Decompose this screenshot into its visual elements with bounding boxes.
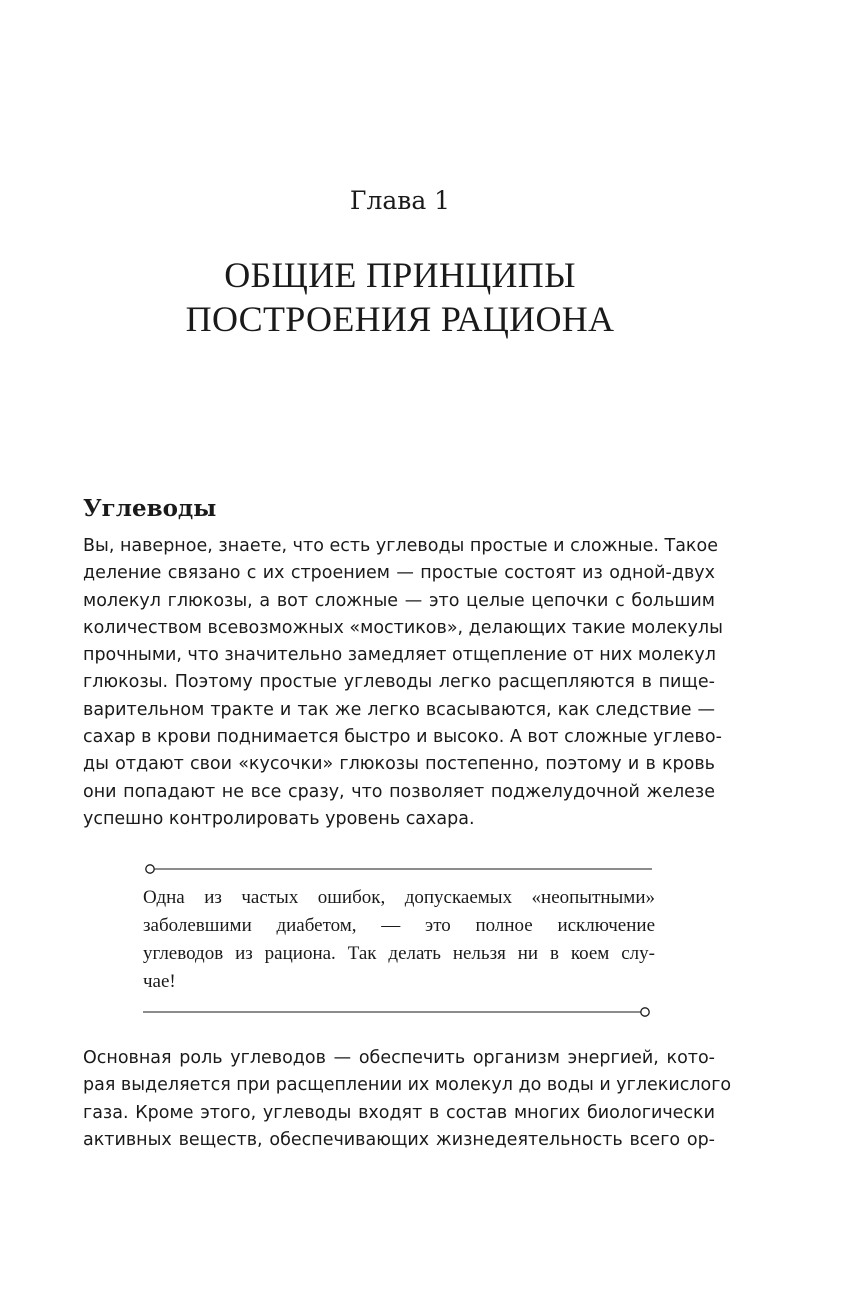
note-line: Одна из частых ошибок, допускаемых «неопытными» [143, 887, 655, 908]
note-line: углеводов из рациона. Так делать нельзя ни в коем слу- [143, 943, 655, 964]
text-line: количеством всевозможных «мостиков», делающих такие молекулы [83, 617, 723, 638]
text-line: рая выделяется при расщеплении их молекул до воды и углекислого [83, 1075, 732, 1096]
text-line: молекул глюкозы, а вот сложные — это целые цепочки с большим [83, 590, 715, 611]
text-line: прочными, что значительно замедляет отщепление от них молекул [83, 645, 716, 666]
section-heading: Углеводы [83, 495, 217, 522]
chapter-title-line: ПОСТРОЕНИЯ РАЦИОНА [185, 299, 615, 339]
chapter-label: Глава 1 [349, 186, 451, 215]
note-top-rule [144, 863, 652, 875]
rule-ring-icon [146, 865, 154, 873]
text-line: глюкозы. Поэтому простые углеводы легко расщепляются в пище- [83, 672, 715, 693]
note-bottom-rule [143, 1006, 651, 1018]
text-line: успешно контролировать уровень сахара. [83, 808, 475, 829]
chapter-title [0, 253, 800, 341]
text-line: они попадают не все сразу, что позволяет поджелудочной железе [83, 781, 715, 802]
text-line: ды отдают свои «кусочки» глюкозы постепенно, поэтому и в кровь [83, 754, 715, 775]
text-line: газа. Кроме этого, углеводы входят в состав многих биологически [83, 1102, 715, 1123]
body-paragraph-1 [83, 533, 723, 833]
text-line: варительном тракте и так же легко всасываются, как следствие — [83, 699, 715, 720]
rule-ring-icon [641, 1008, 649, 1016]
text-line: Основная роль углеводов — обеспечить организм энергией, кото- [83, 1048, 715, 1068]
text-line: деление связано с их строением — простые состоят из одной-двух [83, 563, 715, 584]
text-line: сахар в крови поднимается быстро и высоко. А вот сложные углево- [83, 727, 722, 748]
callout-note [143, 884, 655, 996]
note-line: чае! [143, 971, 176, 992]
note-line: заболевшими диабетом, — это полное исключение [143, 915, 655, 936]
body-paragraph-2 [83, 1045, 732, 1154]
text-line: Вы, наверное, знаете, что есть углеводы простые и сложные. Такое [83, 536, 718, 556]
chapter-title-line: ОБЩИЕ ПРИНЦИПЫ [224, 255, 576, 295]
text-line: активных веществ, обеспечивающих жизнедеятельность всего ор- [83, 1129, 715, 1150]
